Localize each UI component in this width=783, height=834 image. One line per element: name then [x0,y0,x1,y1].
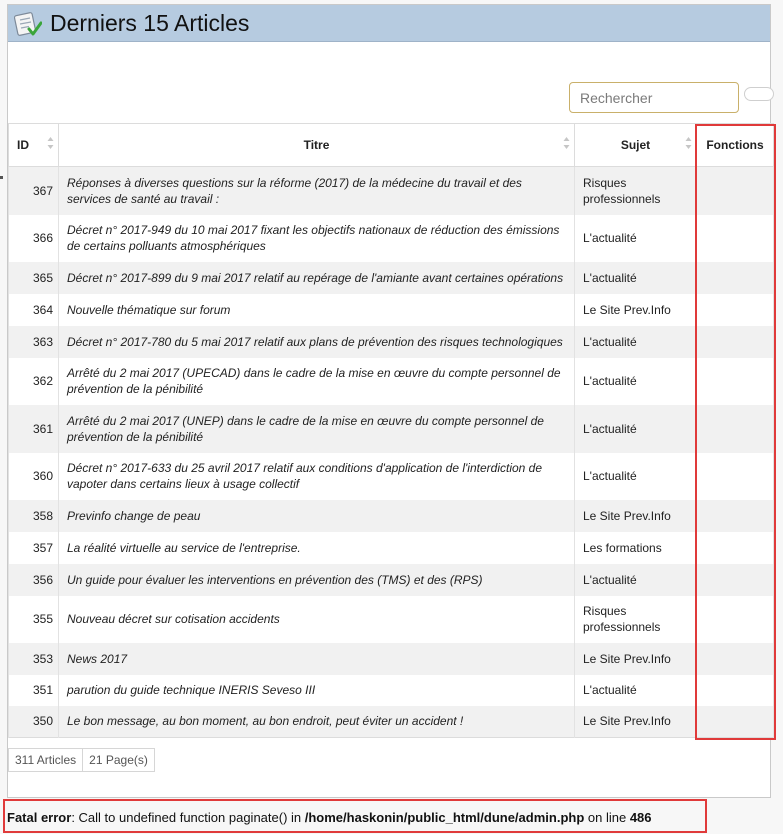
cell-id: 360 [9,453,59,500]
cell-id: 361 [9,405,59,453]
cell-subject: L'actualité [575,405,697,453]
cell-id: 351 [9,675,59,706]
table-row[interactable] [9,215,774,262]
cell-subject: Le Site Prev.Info [575,706,697,738]
sort-arrows-icon [47,136,54,150]
cell-title[interactable]: Previnfo change de peau [59,500,575,532]
column-header-functions-label: Fonctions [706,138,764,152]
cell-title[interactable]: Le bon message, au bon moment, au bon endroit, peut éviter un accident ! [59,706,575,738]
cell-subject: Risques professionnels [575,167,697,215]
articles-panel [7,4,771,798]
table-row[interactable] [9,706,774,738]
cell-id: 365 [9,262,59,294]
table-row[interactable] [9,453,774,500]
cell-subject: L'actualité [575,675,697,706]
search-toggle[interactable] [744,87,774,101]
sort-arrows-icon [685,136,692,150]
articles-table [8,123,774,738]
notepad-check-icon [14,11,42,37]
cell-id: 357 [9,532,59,564]
search-input[interactable] [569,82,739,113]
cell-subject: Le Site Prev.Info [575,294,697,326]
cell-subject: L'actualité [575,453,697,500]
table-row[interactable] [9,564,774,596]
table-row[interactable] [9,262,774,294]
table-header-row [9,124,774,167]
cell-subject: L'actualité [575,215,697,262]
table-row[interactable] [9,405,774,453]
table-row[interactable] [9,326,774,358]
panel-header [8,5,770,42]
cell-title[interactable]: Décret n° 2017-780 du 5 mai 2017 relatif aux plans de prévention des risques technologiques [59,326,575,358]
column-header-id-label: ID [17,138,29,152]
cell-id: 366 [9,215,59,262]
cell-id: 362 [9,358,59,405]
cell-id: 356 [9,564,59,596]
cell-id: 363 [9,326,59,358]
highlight-fatal-error [3,799,707,833]
error-label: Fatal error [7,810,72,825]
cell-subject: Les formations [575,532,697,564]
table-row[interactable] [9,532,774,564]
cell-id: 364 [9,294,59,326]
table-row[interactable] [9,358,774,405]
column-header-subject-label: Sujet [620,138,651,152]
cell-title[interactable]: Décret n° 2017-899 du 9 mai 2017 relatif au repérage de l'amiante avant certaines opérations [59,262,575,294]
error-text: : Call to undefined function paginate() in [71,810,305,825]
cell-title[interactable]: Un guide pour évaluer les interventions en prévention des (TMS) et des (RPS) [59,564,575,596]
cell-title[interactable]: Nouveau décret sur cotisation accidents [59,596,575,643]
cell-subject: Risques professionnels [575,596,697,643]
cell-title[interactable]: News 2017 [59,643,575,675]
column-header-title-label: Titre [303,138,330,152]
cell-title[interactable]: Arrêté du 2 mai 2017 (UPECAD) dans le cadre de la mise en œuvre du compte personnel de prévention de la pénibilité [59,358,575,405]
cell-title[interactable]: Arrêté du 2 mai 2017 (UNEP) dans le cadre de la mise en œuvre du compte personnel de prévention de la pénibilité [59,405,575,453]
sort-arrows-icon [563,136,570,150]
stray-dot [0,176,3,179]
cell-title[interactable]: Nouvelle thématique sur forum [59,294,575,326]
cell-id: 350 [9,706,59,738]
cell-title[interactable]: Décret n° 2017-633 du 25 avril 2017 relatif aux conditions d'application de l'interdiction de vapoter dans certains lieux à usage collectif [59,453,575,500]
cell-title[interactable]: Décret n° 2017-949 du 10 mai 2017 fixant les objectifs nationaux de réduction des émissions de certains polluants atmosphériques [59,215,575,262]
table-row[interactable] [9,294,774,326]
cell-subject: L'actualité [575,564,697,596]
table-row[interactable] [9,596,774,643]
highlight-fonctions-column [695,124,776,740]
cell-id: 353 [9,643,59,675]
cell-subject: L'actualité [575,326,697,358]
cell-title[interactable]: La réalité virtuelle au service de l'entreprise. [59,532,575,564]
cell-subject: Le Site Prev.Info [575,643,697,675]
cell-subject: L'actualité [575,358,697,405]
table-row[interactable] [9,643,774,675]
error-line-text: on line [584,810,630,825]
column-header-id[interactable] [9,124,59,167]
cell-title[interactable]: Réponses à diverses questions sur la réforme (2017) de la médecine du travail et des services de santé au travail : [59,167,575,215]
column-header-subject[interactable] [575,124,697,167]
table-row[interactable] [9,167,774,215]
cell-title[interactable]: parution du guide technique INERIS Seveso III [59,675,575,706]
page-title: Derniers 15 Articles [50,10,250,36]
table-row[interactable] [9,675,774,706]
error-path: /home/haskonin/public_html/dune/admin.php [304,810,585,825]
pagination-info [8,748,155,772]
cell-subject: Le Site Prev.Info [575,500,697,532]
cell-id: 367 [9,167,59,215]
cell-id: 355 [9,596,59,643]
article-count: 311 Articles [9,749,83,771]
error-line-number: 486 [629,810,652,825]
cell-subject: L'actualité [575,262,697,294]
column-header-title[interactable] [59,124,575,167]
page-count: 21 Page(s) [89,753,148,767]
table-row[interactable] [9,500,774,532]
cell-id: 358 [9,500,59,532]
